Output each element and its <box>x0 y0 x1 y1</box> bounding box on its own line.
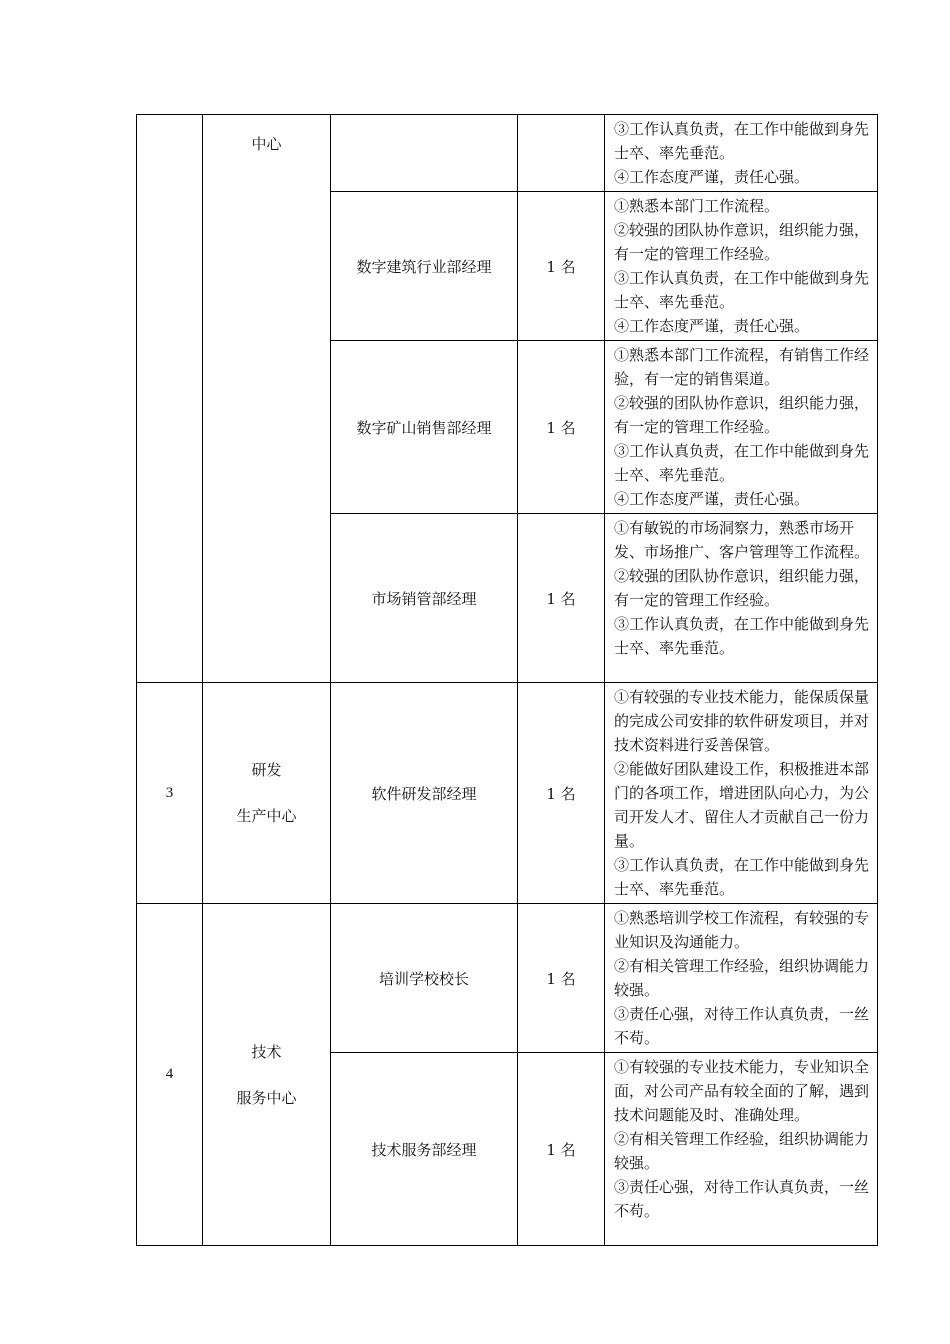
count-cell: 1 名 <box>518 192 605 341</box>
requirement-item: ②有相关管理工作经验，组织协调能力较强。 <box>614 1130 870 1172</box>
requirement-item: ③工作认真负责，在工作中能做到身先士卒、率先垂范。 <box>614 442 870 484</box>
dept-cell <box>203 683 331 904</box>
count-cell: 1 名 <box>518 683 605 904</box>
requirement-item: ②有相关管理工作经验，组织协调能力较强。 <box>614 957 870 999</box>
recruitment-table <box>136 114 878 1246</box>
dept-name-line: 技术 <box>251 1042 282 1061</box>
table-row <box>137 115 878 192</box>
count-cell: 1 名 <box>518 514 605 683</box>
requirements-cell <box>605 683 878 904</box>
requirement-item: ③工作认真负责，在工作中能做到身先士卒、率先垂范。 <box>614 856 870 898</box>
index-cell: 4 <box>137 904 203 1246</box>
table-row <box>137 683 878 904</box>
position-cell: 培训学校校长 <box>331 904 518 1053</box>
requirement-item: ②较强的团队协作意识，组织能力强，有一定的管理工作经验。 <box>614 221 870 263</box>
count-cell: 1 名 <box>518 1053 605 1246</box>
dept-name-line: 生产中心 <box>236 807 297 825</box>
requirement-item: ④工作态度严谨，责任心强。 <box>614 317 810 335</box>
dept-name-line: 服务中心 <box>236 1088 297 1107</box>
dept-name: 中心 <box>251 135 282 153</box>
requirements-cell <box>605 115 878 192</box>
requirement-item: ③责任心强，对待工作认真负责，一丝不苟。 <box>614 1178 870 1220</box>
dept-name-line: 研发 <box>251 761 282 779</box>
count-cell: 1 名 <box>518 904 605 1053</box>
dept-cell <box>203 115 331 683</box>
requirements-cell <box>605 341 878 514</box>
count-cell <box>518 115 605 192</box>
requirement-item: ②较强的团队协作意识，组织能力强，有一定的管理工作经验。 <box>614 394 870 436</box>
table-row <box>137 904 878 1053</box>
requirements-cell <box>605 192 878 341</box>
requirement-item: ③责任心强，对待工作认真负责，一丝不苟。 <box>614 1005 870 1047</box>
position-cell: 数字建筑行业部经理 <box>331 192 518 341</box>
requirement-item: ④工作态度严谨，责任心强。 <box>614 168 810 186</box>
requirement-item: ②较强的团队协作意识，组织能力强，有一定的管理工作经验。 <box>614 567 870 609</box>
requirement-item: ①有较强的专业技术能力，能保质保量的完成公司安排的软件研发项目，并对技术资料进行妥善保管。 <box>614 688 870 754</box>
requirement-item: ①有敏锐的市场洞察力，熟悉市场开发、市场推广、客户管理等工作流程。 <box>614 519 870 561</box>
requirements-cell <box>605 1053 878 1246</box>
position-cell <box>331 115 518 192</box>
count-cell: 1 名 <box>518 341 605 514</box>
position-cell: 数字矿山销售部经理 <box>331 341 518 514</box>
requirement-item: ③工作认真负责，在工作中能做到身先士卒、率先垂范。 <box>614 120 870 162</box>
position-cell: 技术服务部经理 <box>331 1053 518 1246</box>
requirement-item: ①有较强的专业技术能力，专业知识全面，对公司产品有较全面的了解，遇到技术问题能及时、准确处理。 <box>614 1058 870 1124</box>
position-cell: 软件研发部经理 <box>331 683 518 904</box>
requirement-item: ④工作态度严谨，责任心强。 <box>614 490 810 508</box>
index-cell <box>137 115 203 683</box>
requirement-item: ①熟悉本部门工作流程，有销售工作经验，有一定的销售渠道。 <box>614 346 870 388</box>
requirement-item: ②能做好团队建设工作，积极推进本部门的各项工作，增进团队向心力，为公司开发人才、留住人才贡献自己一份力量。 <box>614 760 870 850</box>
index-cell: 3 <box>137 683 203 904</box>
requirement-item: ①熟悉培训学校工作流程，有较强的专业知识及沟通能力。 <box>614 909 870 951</box>
dept-cell <box>203 904 331 1246</box>
requirement-item: ③工作认真负责，在工作中能做到身先士卒、率先垂范。 <box>614 269 870 311</box>
requirement-item: ①熟悉本部门工作流程。 <box>614 197 780 215</box>
requirement-item: ③工作认真负责，在工作中能做到身先士卒、率先垂范。 <box>614 615 870 657</box>
position-cell: 市场销管部经理 <box>331 514 518 683</box>
requirements-cell <box>605 904 878 1053</box>
requirements-cell <box>605 514 878 683</box>
